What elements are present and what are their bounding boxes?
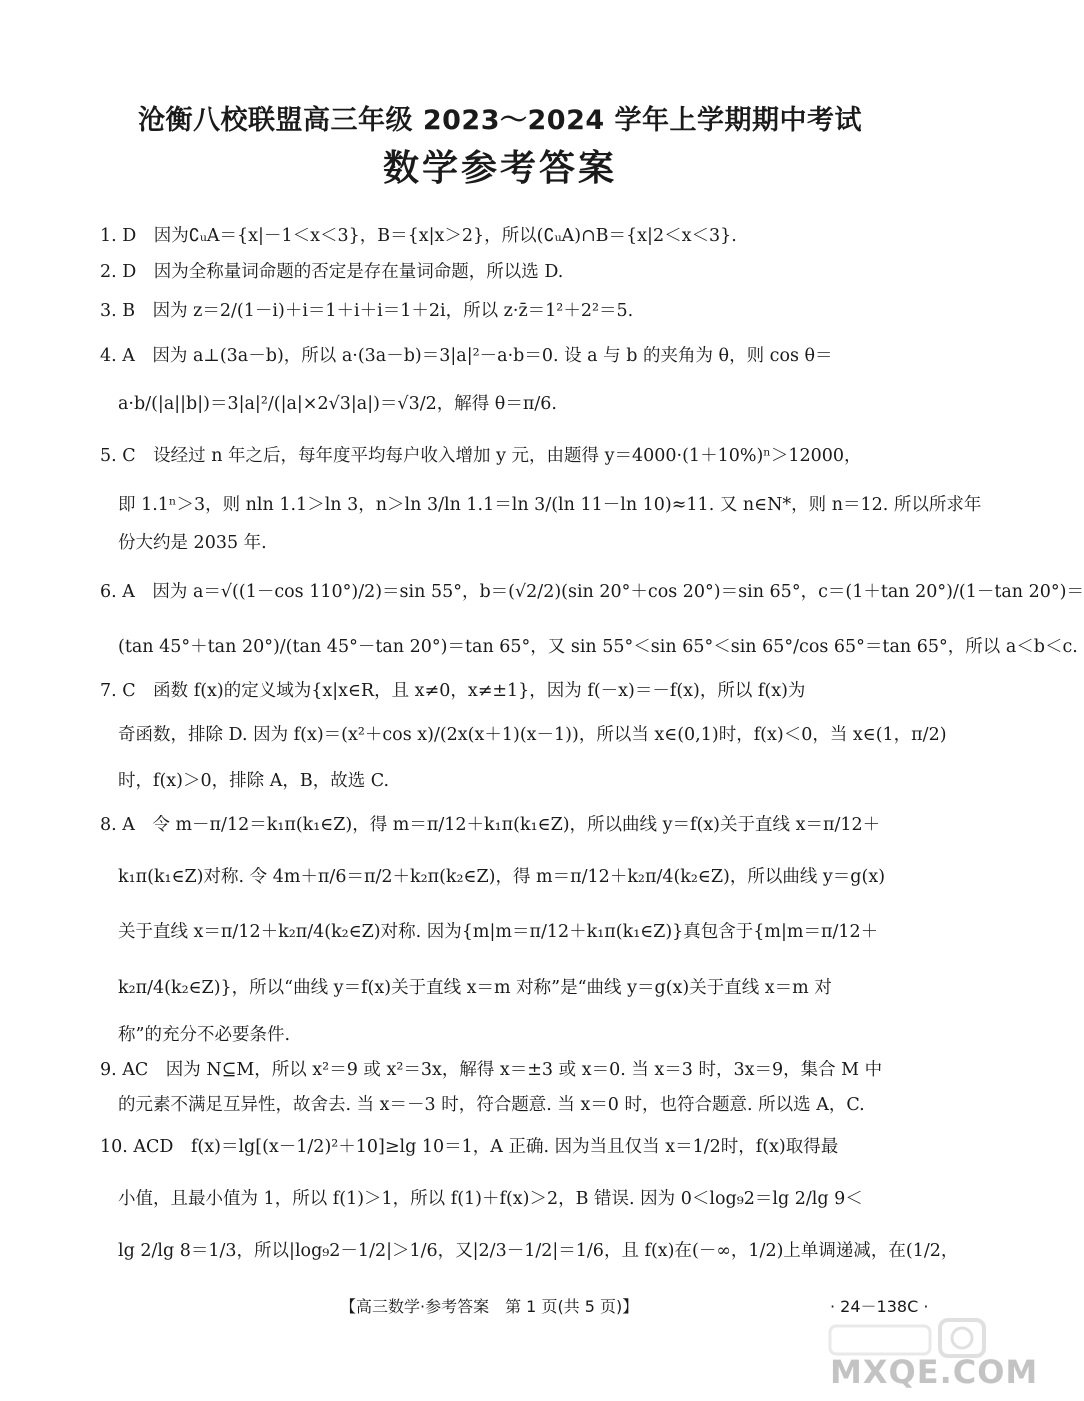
answer-line: k₁π(k₁∈Z)对称. 令 4m＋π/6＝π/2＋k₂π(k₂∈Z)，得 m＝π/12＋k₂π/4(k₂∈Z)，所以曲线 y＝g(x) — [118, 867, 886, 887]
answer-line: 份大约是 2035 年. — [118, 533, 267, 553]
paper-code: · 24－138C · — [830, 1297, 929, 1316]
answer-line: 3. B 因为 z＝2/(1－i)＋i＝1＋i＋i＝1＋2i，所以 z·z̄＝1²＋2²＝5. — [100, 301, 634, 321]
answer-line: 6. A 因为 a＝√((1－cos 110°)/2)＝sin 55°，b＝(√2/2)(sin 20°＋cos 20°)＝sin 65°，c＝(1＋tan 20°)/(1－tan 20°)＝ — [100, 582, 1084, 602]
page-footer: 【高三数学·参考答案 第 1 页(共 5 页)】 — [340, 1297, 639, 1316]
answer-line: 8. A 令 m－π/12＝k₁π(k₁∈Z)，得 m＝π/12＋k₁π(k₁∈Z)，所以曲线 y＝f(x)关于直线 x＝π/12＋ — [100, 815, 881, 835]
answer-line: 关于直线 x＝π/12＋k₂π/4(k₂∈Z)对称. 因为{m|m＝π/12＋k₁π(k₁∈Z)}真包含于{m|m＝π/12＋ — [118, 922, 879, 942]
answer-line: 10. ACD f(x)＝lg[(x－1/2)²＋10]≥lg 10＝1，A 正确. 因为当且仅当 x＝1/2时，f(x)取得最 — [100, 1137, 839, 1157]
answer-line: 称”的充分不必要条件. — [118, 1025, 291, 1045]
answer-line: lg 2/lg 8＝1/3，所以|log₉2－1/2|＞1/6，又|2/3－1/2|＝1/6，且 f(x)在(－∞，1/2)上单调递减，在(1/2， — [118, 1241, 959, 1261]
answer-line: 9. AC 因为 N⊆M，所以 x²＝9 或 x²＝3x，解得 x＝±3 或 x＝0. 当 x＝3 时，3x＝9，集合 M 中 — [100, 1060, 883, 1080]
answer-key-title: 数学参考答案 — [382, 148, 617, 189]
answer-line: 小值，且最小值为 1，所以 f(1)＞1，所以 f(1)＋f(x)＞2，B 错误. 因为 0＜log₉2＝lg 2/lg 9＜ — [118, 1189, 863, 1209]
exam-title: 沧衡八校联盟高三年级 2023～2024 学年上学期期中考试 — [137, 105, 863, 136]
answer-line: 7. C 函数 f(x)的定义域为{x|x∈R，且 x≠0，x≠±1}，因为 f(－x)＝－f(x)，所以 f(x)为 — [100, 681, 806, 701]
answer-line: 1. D 因为∁ᵤA＝{x|－1＜x＜3}，B＝{x|x＞2}，所以(∁ᵤA)∩B＝{x|2＜x＜3}. — [100, 226, 737, 246]
answer-line: (tan 45°＋tan 20°)/(tan 45°－tan 20°)＝tan 65°，又 sin 55°＜sin 65°＜sin 65°/cos 65°＝tan 65°，所以 a＜b＜c. — [118, 637, 1078, 657]
answer-line: 即 1.1ⁿ＞3，则 nln 1.1＞ln 3，n＞ln 3/ln 1.1＝ln 3/(ln 11－ln 10)≈11. 又 n∈N*，则 n＝12. 所以所求年 — [118, 495, 982, 515]
watermark-text-icon: MXQE.COM — [830, 1353, 1039, 1391]
answer-line: 2. D 因为全称量词命题的否定是存在量词命题，所以选 D. — [100, 262, 564, 282]
answer-line: 4. A 因为 a⊥(3a－b)，所以 a·(3a－b)＝3|a|²－a·b＝0. 设 a 与 b 的夹角为 θ，则 cos θ＝ — [100, 346, 833, 366]
answer-line: 时，f(x)＞0，排除 A，B，故选 C. — [118, 771, 390, 791]
answer-line: 的元素不满足互异性，故舍去. 当 x＝－3 时，符合题意. 当 x＝0 时，也符合题意. 所以选 A，C. — [118, 1095, 865, 1115]
answer-line: 5. C 设经过 n 年之后，每年度平均每户收入增加 y 元，由题得 y＝4000·(1＋10%)ⁿ＞12000， — [100, 446, 862, 466]
answer-line: 奇函数，排除 D. 因为 f(x)＝(x²＋cos x)/(2x(x＋1)(x－1))，所以当 x∈(0,1)时，f(x)＜0，当 x∈(1，π/2) — [118, 725, 947, 745]
answer-line: a·b/(|a||b|)＝3|a|²/(|a|×2√3|a|)＝√3/2，解得 θ＝π/6. — [118, 394, 557, 414]
answer-line: k₂π/4(k₂∈Z)}，所以“曲线 y＝f(x)关于直线 x＝m 对称”是“曲线 y＝g(x)关于直线 x＝m 对 — [118, 978, 832, 998]
